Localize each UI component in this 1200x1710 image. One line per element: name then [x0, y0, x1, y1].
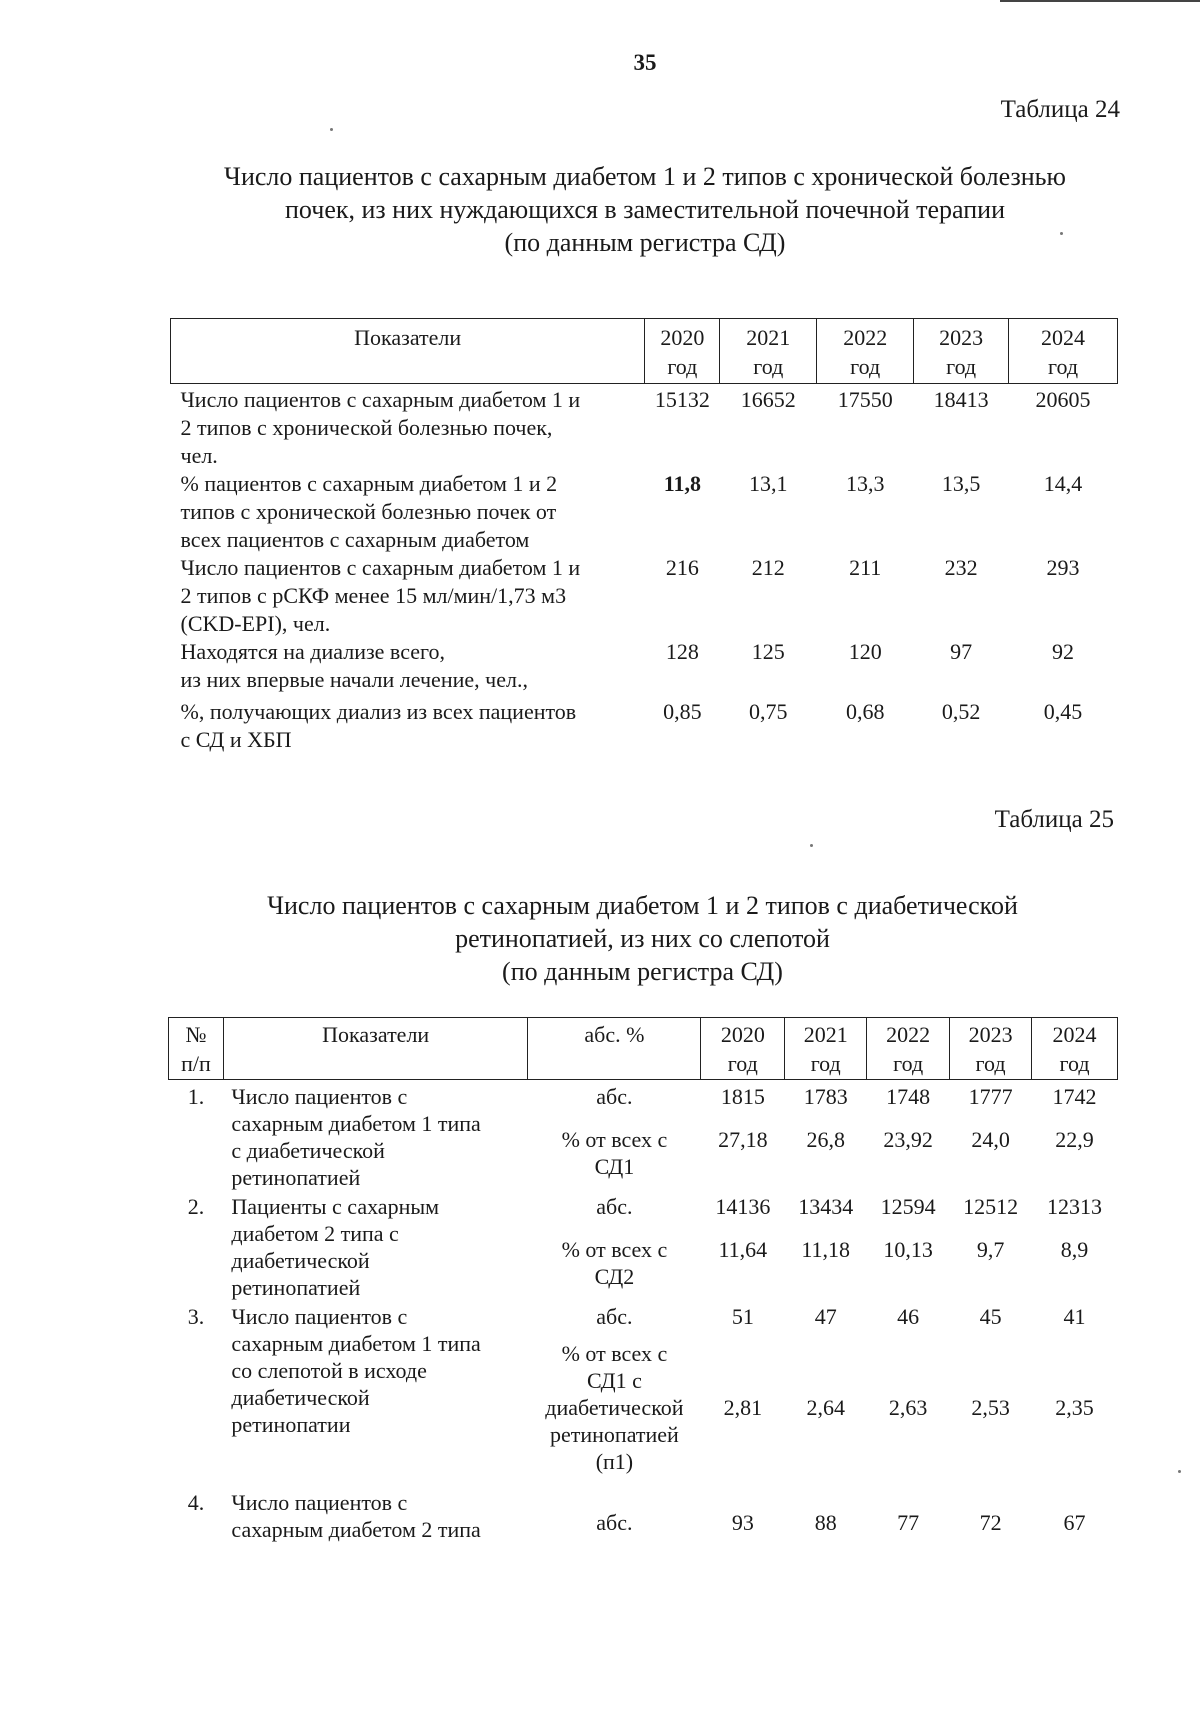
cell-value: 97 — [950, 639, 973, 664]
row-label — [171, 470, 645, 554]
table-row — [169, 1301, 1118, 1330]
table-24-caption — [0, 160, 1200, 259]
scan-speck — [330, 128, 333, 131]
header-year-unit: год — [810, 1051, 841, 1076]
cell-value: 77 — [897, 1509, 920, 1535]
row-number: 1. — [187, 1084, 205, 1109]
cell-value: 24,0 — [971, 1127, 1010, 1153]
unit-line: СД1 — [594, 1154, 635, 1180]
table-row — [171, 638, 1118, 698]
header-year-unit: год — [727, 1051, 758, 1076]
header-year-unit: год — [893, 1051, 924, 1076]
row-label-line: 2 типов с хронической болезнью почек, — [180, 415, 553, 440]
header-year-unit: год — [1059, 1051, 1090, 1076]
header-year: 2024 — [1041, 325, 1086, 350]
row-label-line: Пациенты с сахарным — [231, 1194, 440, 1219]
cell-value: 11,64 — [718, 1236, 768, 1262]
cell-value: 93 — [731, 1509, 754, 1535]
cell-value: 1742 — [1052, 1084, 1097, 1109]
unit-line: СД1 с — [586, 1368, 642, 1393]
row-number: 4. — [187, 1490, 205, 1515]
header-indicator: Показатели — [171, 319, 645, 384]
cell-value: 212 — [751, 555, 785, 580]
unit-line: абс. — [596, 1509, 633, 1535]
header-year: 2020 — [720, 1022, 765, 1047]
header-year-2024 — [1032, 1018, 1118, 1080]
cell-value: 2,64 — [806, 1395, 845, 1420]
row-label-line: (CKD-EPI), чел. — [180, 611, 331, 636]
row-label-line: ретинопатией — [231, 1275, 361, 1300]
row-label-line: Число пациентов с сахарным диабетом 1 и — [180, 387, 581, 412]
cell-value: 13434 — [798, 1194, 854, 1219]
table-24-label: Таблица 24 — [1000, 96, 1120, 123]
row-label-line: ретинопатией — [231, 1165, 361, 1190]
unit-line: % от всех с — [561, 1341, 668, 1366]
cell-value: 16652 — [740, 387, 796, 412]
header-year-unit: год — [850, 354, 881, 379]
header-year-2021 — [720, 319, 817, 384]
header-year-unit: год — [753, 354, 784, 379]
cell-value: 211 — [849, 555, 882, 580]
cell-value: 0,68 — [845, 699, 885, 724]
table-row — [169, 1191, 1118, 1222]
row-label-line: Находятся на диализе всего, — [180, 639, 445, 664]
header-number-abbr: п/п — [181, 1051, 211, 1076]
row-label — [171, 698, 645, 754]
caption-line: (по данным регистра СД) — [502, 957, 783, 986]
cell-value: 0,85 — [663, 699, 702, 724]
row-label-line: %, получающих диализ из всех пациентов — [180, 699, 577, 724]
table-row — [171, 698, 1118, 754]
cell-value: 216 — [665, 555, 699, 580]
cell-value: 23,92 — [883, 1127, 933, 1153]
unit-line: абс. — [596, 1194, 633, 1219]
row-label-line: ретинопатии — [231, 1412, 351, 1437]
header-year: 2021 — [803, 1022, 848, 1047]
cell-value: 0,52 — [941, 699, 981, 724]
table-row — [171, 384, 1118, 471]
cell-value: 2,53 — [971, 1395, 1010, 1420]
row-label-line: диабетом 2 типа с — [231, 1221, 399, 1246]
table-row — [169, 1485, 1118, 1543]
cell-value: 15132 — [654, 387, 710, 412]
header-year-2023 — [950, 1018, 1032, 1080]
cell-value: 1815 — [720, 1084, 765, 1109]
header-year: 2024 — [1052, 1022, 1097, 1047]
cell-value: 12313 — [1047, 1194, 1103, 1219]
header-year-2024 — [1009, 319, 1118, 384]
row-number: 2. — [187, 1194, 205, 1219]
cell-value: 20605 — [1035, 387, 1091, 412]
caption-line: (по данным регистра СД) — [504, 228, 786, 257]
table-row — [169, 1080, 1118, 1113]
cell-value: 47 — [814, 1304, 837, 1329]
row-label-line: Число пациентов с сахарным диабетом 1 и — [180, 555, 581, 580]
header-year-unit: год — [975, 1051, 1006, 1076]
unit-line: % от всех с — [561, 1127, 668, 1153]
row-unit — [528, 1080, 701, 1113]
cell-value: 72 — [979, 1509, 1002, 1535]
cell-value: 8,9 — [1060, 1236, 1089, 1262]
cell-value: 92 — [1052, 639, 1075, 664]
cell-value: 120 — [848, 639, 882, 664]
row-label — [223, 1191, 528, 1301]
header-year-unit: год — [946, 354, 977, 379]
row-unit — [528, 1112, 701, 1191]
caption-line: Число пациентов с сахарным диабетом 1 и 2 типов с хронической болезнью — [224, 162, 1066, 191]
row-label-line: с диабетической — [231, 1138, 385, 1163]
row-unit — [528, 1485, 701, 1543]
cell-value: 11,8 — [663, 471, 701, 496]
scan-speck — [1178, 1470, 1181, 1473]
caption-line: ретинопатией, из них со слепотой — [455, 924, 830, 953]
cell-value: 14136 — [715, 1194, 771, 1219]
cell-value: 1783 — [803, 1084, 848, 1109]
cell-value: 9,7 — [976, 1236, 1005, 1262]
header-year-2021 — [785, 1018, 867, 1080]
cell-value: 1777 — [968, 1084, 1013, 1109]
header-year-2020 — [701, 1018, 785, 1080]
table-25 — [168, 1017, 1118, 1543]
row-label-line: сахарным диабетом 2 типа — [231, 1517, 481, 1542]
table-25-caption — [0, 889, 1200, 988]
scan-speck — [810, 844, 813, 847]
row-unit — [528, 1222, 701, 1301]
cell-value: 13,3 — [845, 471, 885, 496]
header-year: 2020 — [660, 325, 705, 350]
table-row — [171, 470, 1118, 554]
cell-value: 17550 — [837, 387, 893, 412]
row-label-line: типов с хронической болезнью почек от — [180, 499, 557, 524]
unit-line: СД2 — [594, 1263, 635, 1289]
table-header-row — [169, 1018, 1118, 1080]
row-unit — [528, 1301, 701, 1330]
row-label — [223, 1301, 528, 1485]
cell-value: 12512 — [963, 1194, 1019, 1219]
caption-line: почек, из них нуждающихся в заместительной почечной терапии — [285, 195, 1005, 224]
unit-line: абс. — [596, 1084, 633, 1109]
header-year: 2022 — [843, 325, 888, 350]
cell-value: 0,75 — [749, 699, 788, 724]
row-label-line: из них впервые начали лечение, чел., — [180, 667, 528, 692]
row-label-line: сахарным диабетом 1 типа — [231, 1331, 481, 1356]
unit-line: абс. — [596, 1304, 633, 1329]
header-indicator: Показатели — [223, 1018, 528, 1080]
row-label-line: с СД и ХБП — [180, 727, 292, 752]
header-year: 2022 — [886, 1022, 931, 1047]
cell-value: 2,35 — [1055, 1395, 1094, 1420]
cell-value: 128 — [665, 639, 699, 664]
table-24 — [170, 318, 1118, 754]
row-number: 3. — [187, 1304, 205, 1329]
cell-value: 41 — [1063, 1304, 1086, 1329]
header-year-2023 — [914, 319, 1009, 384]
row-label-line: % пациентов с сахарным диабетом 1 и 2 — [180, 471, 558, 496]
cell-value: 46 — [897, 1304, 920, 1329]
header-year-2022 — [817, 319, 914, 384]
cell-value: 13,5 — [941, 471, 981, 496]
cell-value: 14,4 — [1043, 471, 1083, 496]
cell-value: 45 — [979, 1304, 1002, 1329]
row-label-line: сахарным диабетом 1 типа — [231, 1111, 481, 1136]
row-label — [171, 554, 645, 638]
page-number: 35 — [633, 50, 657, 75]
row-unit — [528, 1191, 701, 1222]
row-label — [171, 384, 645, 471]
header-year-2022 — [867, 1018, 950, 1080]
cell-value: 2,63 — [888, 1395, 928, 1420]
cell-value: 11,18 — [801, 1236, 851, 1262]
unit-line: ретинопатией — [550, 1422, 679, 1447]
cell-value: 88 — [814, 1509, 837, 1535]
header-year-2020 — [645, 319, 720, 384]
row-label-line: диабетической — [231, 1248, 370, 1273]
table-header-row — [171, 319, 1118, 384]
header-year: 2021 — [746, 325, 791, 350]
cell-value: 10,13 — [883, 1236, 933, 1262]
header-unit: абс. % — [528, 1018, 701, 1080]
cell-value: 51 — [731, 1304, 754, 1329]
row-label-line: Число пациентов с — [231, 1084, 408, 1109]
table-25-label: Таблица 25 — [994, 806, 1114, 833]
unit-line: % от всех с — [561, 1236, 668, 1262]
scan-edge-line — [1000, 0, 1200, 2]
cell-value: 12594 — [880, 1194, 936, 1219]
cell-value: 293 — [1046, 555, 1080, 580]
row-label — [223, 1485, 528, 1543]
unit-line: (п1) — [595, 1449, 634, 1474]
row-label-line: 2 типов с рСКФ менее 15 мл/мин/1,73 м3 — [180, 583, 567, 608]
cell-value: 26,8 — [806, 1127, 845, 1153]
header-number — [169, 1018, 224, 1080]
header-number-symbol: № — [185, 1022, 207, 1047]
caption-line: Число пациентов с сахарным диабетом 1 и 2 типов с диабетической — [267, 891, 1018, 920]
row-label-line: Число пациентов с — [231, 1490, 408, 1515]
header-year-unit: год — [667, 354, 698, 379]
unit-line: диабетической — [545, 1395, 684, 1420]
cell-value: 27,18 — [718, 1127, 768, 1153]
row-unit — [528, 1330, 701, 1485]
cell-value: 67 — [1063, 1509, 1086, 1535]
row-label-line: Число пациентов с — [231, 1304, 408, 1329]
row-label-line: чел. — [180, 443, 218, 468]
table-row — [171, 554, 1118, 638]
header-year: 2023 — [939, 325, 984, 350]
row-label-line: диабетической — [231, 1385, 370, 1410]
header-year-unit: год — [1048, 354, 1079, 379]
cell-value: 125 — [751, 639, 785, 664]
cell-value: 0,45 — [1043, 699, 1083, 724]
row-label — [223, 1080, 528, 1192]
cell-value: 13,1 — [749, 471, 788, 496]
cell-value: 232 — [944, 555, 978, 580]
row-label-line: со слепотой в исходе — [231, 1358, 427, 1383]
header-year: 2023 — [968, 1022, 1013, 1047]
row-label-line: всех пациентов с сахарным диабетом — [180, 527, 530, 552]
cell-value: 2,81 — [723, 1395, 763, 1420]
cell-value: 1748 — [886, 1084, 931, 1109]
cell-value: 18413 — [933, 387, 989, 412]
cell-value: 22,9 — [1055, 1127, 1094, 1153]
row-label — [171, 638, 645, 698]
